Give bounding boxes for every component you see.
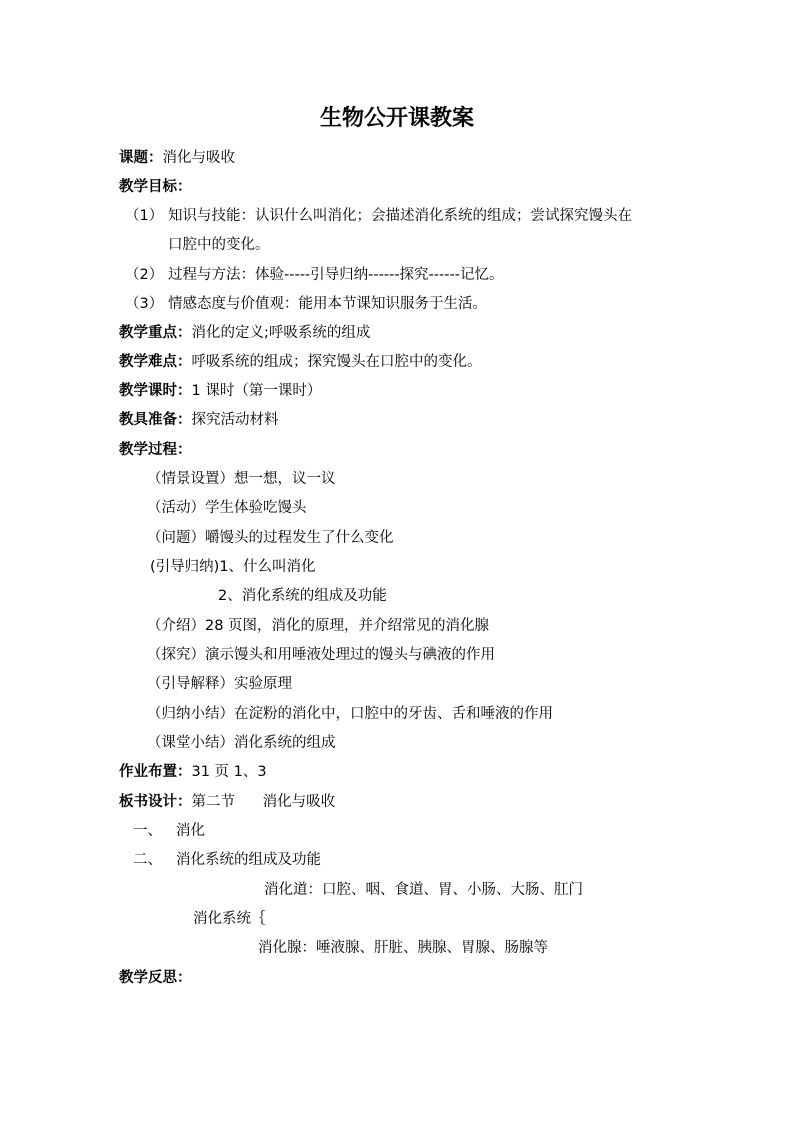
process-step: （问题）嚼馒头的过程发生了什么变化 bbox=[147, 530, 394, 546]
board-item-1-text: 消化 bbox=[176, 823, 205, 839]
process-step: （课堂小结）消化系统的组成 bbox=[147, 735, 336, 751]
process-step: （介绍）28 页图，消化的原理，并介绍常见的消化腺 bbox=[147, 618, 490, 634]
key-points-label: 教学重点： bbox=[119, 325, 192, 341]
reflection-heading: 教学反思： bbox=[119, 970, 192, 986]
page-title: 生物公开课教案 bbox=[319, 106, 474, 131]
process-step: (引导归纳)1、什么叫消化 bbox=[150, 559, 316, 575]
objective-item-1-text: 知识与技能：认识什么叫消化；会描述消化系统的组成；尝试探究馒头在 bbox=[168, 208, 632, 224]
process-step: （归纳小结）在淀粉的消化中，口腔中的牙齿、舌和唾液的作用 bbox=[147, 706, 553, 722]
process-step: （活动）学生体验吃馒头 bbox=[147, 500, 307, 516]
key-points-line bbox=[119, 323, 370, 343]
topic-label: 课题： bbox=[119, 150, 163, 166]
process-step: （情景设置）想一想，议一议 bbox=[147, 471, 336, 487]
hours-value: 1 课时（第一课时） bbox=[191, 383, 322, 399]
topic-value: 消化与吸收 bbox=[162, 150, 235, 166]
homework-label: 作业布置： bbox=[119, 764, 192, 780]
homework-value: 31 页 1、3 bbox=[191, 764, 267, 780]
difficulties-value: 呼吸系统的组成；探究馒头在口腔中的变化。 bbox=[191, 354, 482, 370]
process-step: 2、消化系统的组成及功能 bbox=[218, 588, 387, 604]
difficulties-label: 教学难点： bbox=[119, 354, 192, 370]
objectives-heading: 教学目标： bbox=[119, 179, 192, 195]
difficulties-line bbox=[119, 352, 482, 372]
materials-line bbox=[119, 410, 279, 430]
hours-label: 教学课时： bbox=[119, 383, 192, 399]
digestive-system-label: 消化系统｛ bbox=[193, 911, 266, 927]
materials-value: 探究活动材料 bbox=[191, 412, 279, 428]
objective-item-1-num: （1） bbox=[125, 208, 164, 224]
objective-item-3-text: 情感态度与价值观：能用本节课知识服务于生活。 bbox=[168, 296, 487, 312]
objective-item-2-num: （2） bbox=[125, 267, 164, 283]
digestive-glands-line: 消化腺：唾液腺、肝脏、胰腺、胃腺、肠腺等 bbox=[258, 940, 548, 956]
objective-item-1-text-cont: 口腔中的变化。 bbox=[168, 237, 270, 253]
homework-line bbox=[119, 762, 267, 782]
board-design-value: 第二节 消化与吸收 bbox=[191, 794, 336, 810]
materials-label: 教具准备： bbox=[119, 412, 192, 428]
process-step: （探究）演示馒头和用唾液处理过的馒头与碘液的作用 bbox=[147, 647, 495, 663]
key-points-value: 消化的定义;呼吸系统的组成 bbox=[191, 325, 371, 341]
board-item-2-num: 二、 bbox=[133, 852, 162, 868]
board-design-line bbox=[119, 792, 335, 812]
digestive-tract-line: 消化道：口腔、咽、食道、胃、小肠、大肠、肛门 bbox=[264, 882, 583, 898]
objective-item-3-num: （3） bbox=[125, 296, 164, 312]
process-heading: 教学过程： bbox=[119, 442, 192, 458]
process-step: （引导解释）实验原理 bbox=[147, 676, 292, 692]
board-item-1-num: 一、 bbox=[133, 823, 162, 839]
board-item-2-text: 消化系统的组成及功能 bbox=[176, 852, 321, 868]
board-design-label: 板书设计： bbox=[119, 794, 192, 810]
hours-line bbox=[119, 381, 321, 401]
objective-item-2-text: 过程与方法：体验-----引导归纳------探究------记忆。 bbox=[168, 267, 504, 283]
topic-line bbox=[119, 148, 235, 168]
